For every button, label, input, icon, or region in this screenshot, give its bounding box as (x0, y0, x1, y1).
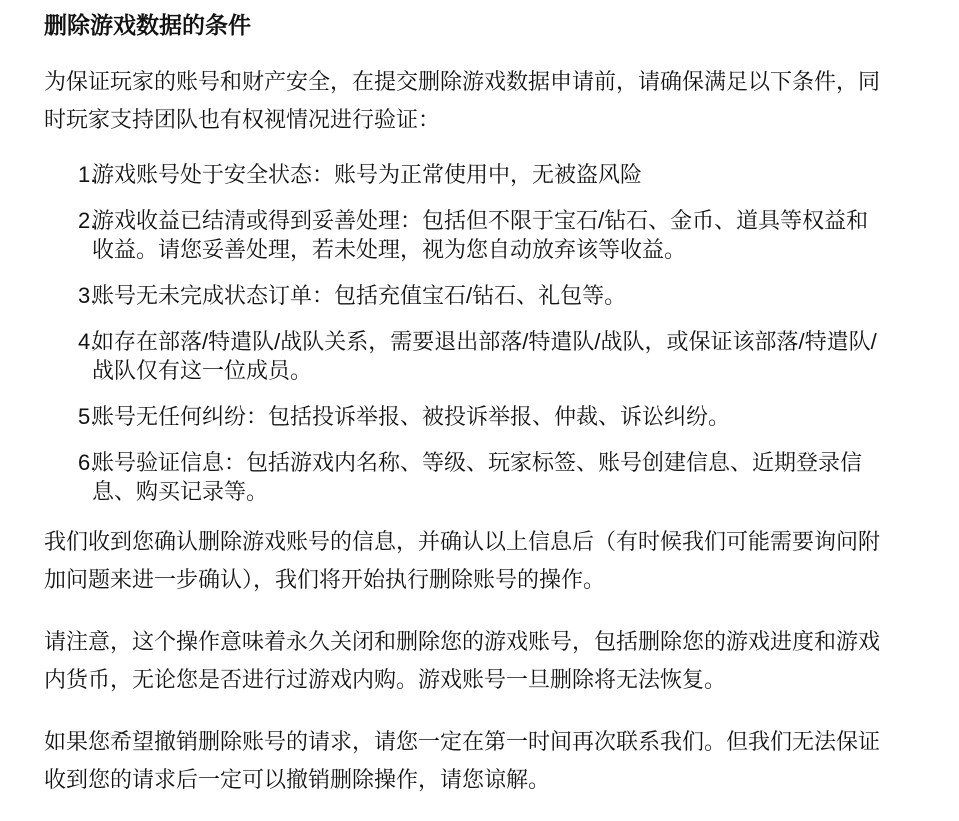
body-paragraph (44, 723, 915, 799)
paragraph-line: 加问题来进一步确认），我们将开始执行删除账号的操作。 (44, 567, 606, 592)
body-paragraph (44, 523, 915, 599)
article-title: 删除游戏数据的条件 (44, 12, 251, 38)
condition-line: 如存在部落/特遣队/战队关系，需要退出部落/特遣队/战队，或保证该部落/特遣队/ (92, 329, 877, 354)
body-paragraph (44, 623, 915, 699)
paragraph-line: 为保证玩家的账号和财产安全，在提交删除游戏数据申请前，请确保满足以下条件，同 (44, 69, 881, 94)
condition-line: 账号验证信息：包括游戏内名称、等级、玩家标签、账号创建信息、近期登录信 (92, 450, 863, 475)
paragraph-line: 我们收到您确认删除游戏账号的信息，并确认以上信息后（有时候我们可能需要询问附 (44, 529, 881, 554)
conditions-list (44, 160, 915, 523)
condition-line: 账号无未完成状态订单：包括充值宝石/钻石、礼包等。 (92, 283, 627, 308)
condition-line: 账号无任何纠纷：包括投诉举报、被投诉举报、仲裁、诉讼纠纷。 (92, 404, 731, 429)
condition-number: 1. (78, 162, 97, 187)
condition-line: 息、购买记录等。 (92, 479, 269, 504)
condition-number: 3. (78, 283, 97, 308)
condition-item (44, 327, 915, 385)
condition-number: 2. (78, 208, 97, 233)
help-article (44, 10, 915, 799)
paragraph-line: 内货币，无论您是否进行过游戏内购。游戏账号一旦删除将无法恢复。 (44, 667, 727, 692)
condition-number: 4. (78, 329, 97, 354)
condition-item (44, 281, 915, 310)
condition-number: 5. (78, 404, 97, 429)
paragraph-line: 时玩家支持团队也有权视情况进行验证： (44, 107, 441, 132)
condition-item (44, 448, 915, 506)
condition-item (44, 402, 915, 431)
condition-line: 游戏收益已结清或得到妥善处理：包括但不限于宝石/钻石、金币、道具等权益和 (92, 208, 869, 233)
intro-paragraph (44, 63, 915, 139)
paragraph-line: 收到您的请求后一定可以撤销删除操作，请您谅解。 (44, 767, 551, 792)
condition-item (44, 206, 915, 264)
paragraph-line: 请注意，这个操作意味着永久关闭和删除您的游戏账号，包括删除您的游戏进度和游戏 (44, 629, 881, 654)
condition-line: 游戏账号处于安全状态：账号为正常使用中，无被盗风险 (92, 162, 643, 187)
condition-line: 收益。请您妥善处理，若未处理，视为您自动放弃该等收益。 (92, 237, 687, 262)
condition-item (44, 160, 915, 189)
condition-line: 战队仅有这一位成员。 (92, 358, 313, 383)
paragraph-line: 如果您希望撤销删除账号的请求，请您一定在第一时间再次联系我们。但我们无法保证 (44, 729, 881, 754)
condition-number: 6. (78, 450, 97, 475)
